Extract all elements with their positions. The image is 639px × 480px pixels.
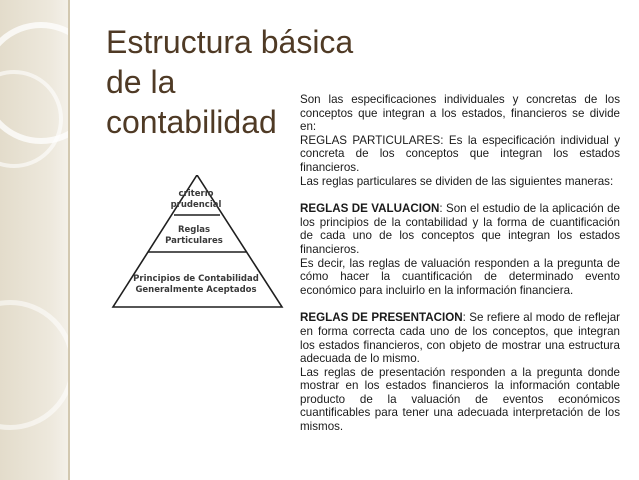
presentacion-extra-paragraph: Las reglas de presentación responden a la pregunta donde mostrar en los estados financieros la información contable producto de la valuación de eventos económicos cuantificables para tener una adecuada interpretación de los mismos. bbox=[300, 365, 620, 434]
pyramid-base-label-2: Generalmente Aceptados bbox=[135, 285, 257, 295]
pyramid-base-label-1: Principios de Contabilidad bbox=[133, 274, 259, 284]
intro-paragraph: Son las especificaciones individuales y concretas de los conceptos que integran a los estados, financieros se divide en: bbox=[300, 93, 620, 134]
pyramid-top-label-2: prudencial bbox=[170, 200, 222, 210]
content-text bbox=[300, 93, 620, 434]
reglas-particulares-paragraph: REGLAS PARTICULARES: Es la especificación individual y concreta de los conceptos que integran los estados financieros. bbox=[300, 133, 620, 174]
decorative-side-band bbox=[0, 0, 70, 480]
valuacion-heading: REGLAS DE VALUACION bbox=[300, 202, 440, 216]
decorative-ring bbox=[0, 300, 70, 430]
valuacion-extra-paragraph: Es decir, las reglas de valuación responden a la pregunta de cómo hacer la cuantificación de determinado evento económico para incluirlo en la información financiera. bbox=[300, 256, 620, 297]
slide-title-line2: contabilidad bbox=[106, 104, 277, 140]
division-paragraph: Las reglas particulares se dividen de las siguientes maneras: bbox=[300, 174, 614, 188]
slide-title-line1: Estructura básica de la bbox=[106, 24, 354, 100]
presentacion-text: : Se refiere al modo de reflejar en forma correcta cada uno de los conceptos, que integran los estados financieros, con objeto de mostrar una estructura adecuada de lo mismo. bbox=[300, 311, 621, 366]
pyramid-diagram bbox=[110, 175, 285, 315]
valuacion-text: : Son el estudio de la aplicación de los principios de la contabilidad y la forma de cuantificación de cada uno de los conceptos que integran los estados financieros. bbox=[300, 202, 620, 256]
divider bbox=[68, 0, 70, 480]
valuacion-paragraph bbox=[300, 202, 620, 256]
presentacion-paragraph bbox=[300, 311, 620, 365]
pyramid-middle-label-1: Reglas bbox=[177, 225, 211, 235]
presentacion-heading: REGLAS DE PRESENTACION bbox=[300, 311, 463, 325]
pyramid-middle-label-2: Particulares bbox=[165, 236, 223, 246]
pyramid-top-label-1: criterio bbox=[178, 189, 214, 199]
